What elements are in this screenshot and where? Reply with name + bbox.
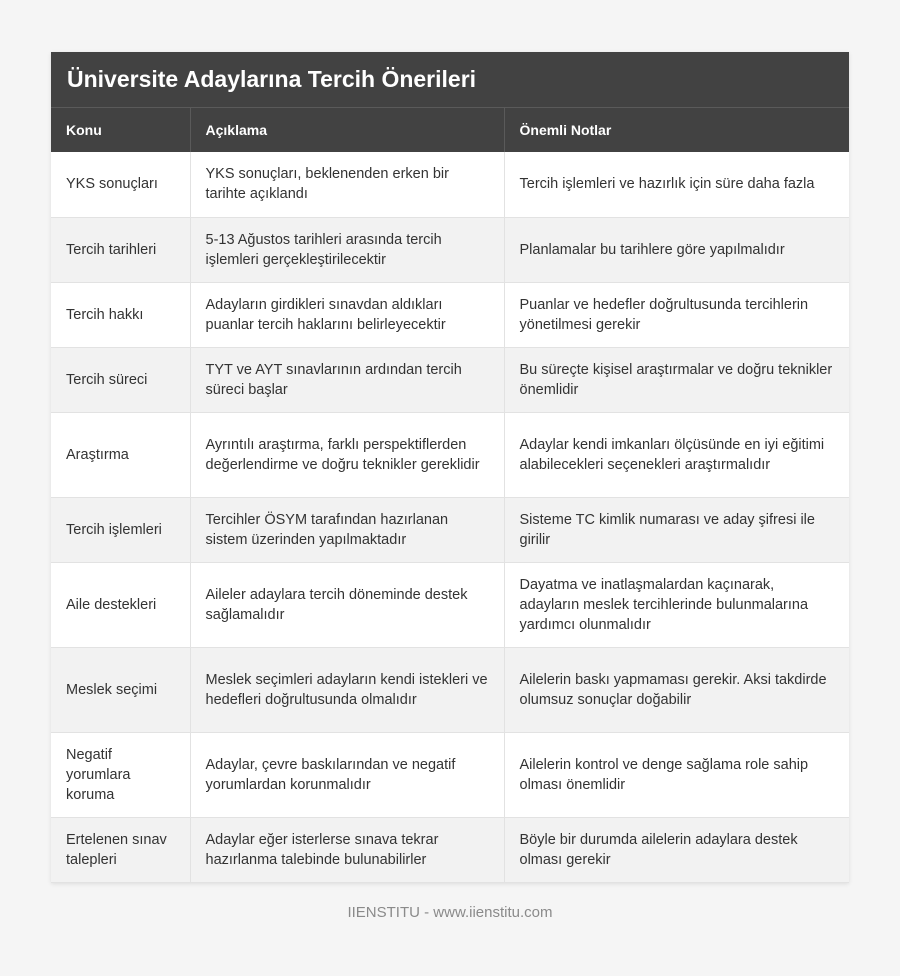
table-row	[51, 217, 849, 282]
topic-cell: Tercih tarihleri	[51, 217, 190, 282]
topic-cell: YKS sonuçları	[51, 152, 190, 217]
notes-cell: Tercih işlemleri ve hazırlık için süre daha fazla	[504, 152, 849, 217]
table-row	[51, 732, 849, 817]
description-cell: Tercihler ÖSYM tarafından hazırlanan sistem üzerinden yapılmaktadır	[190, 497, 504, 562]
table-row	[51, 562, 849, 647]
header-row	[51, 108, 849, 152]
table-row	[51, 282, 849, 347]
description-cell: YKS sonuçları, beklenenden erken bir tarihte açıklandı	[190, 152, 504, 217]
description-cell: Meslek seçimleri adayların kendi istekleri ve hedefleri doğrultusunda olmalıdır	[190, 647, 504, 732]
topic-cell: Negatif yorumlara koruma	[51, 732, 190, 817]
description-cell: Aileler adaylara tercih döneminde destek sağlamalıdır	[190, 562, 504, 647]
topic-cell: Tercih hakkı	[51, 282, 190, 347]
footer-credit: IIENSTITU - www.iienstitu.com	[347, 904, 553, 921]
notes-cell: Adaylar kendi imkanları ölçüsünde en iyi eğitimi alabilecekleri seçenekleri araştırmalıdır	[504, 412, 849, 497]
table-card	[51, 52, 849, 883]
recommendations-table	[51, 108, 849, 883]
column-header-aciklama: Açıklama	[190, 108, 504, 152]
table-row	[51, 412, 849, 497]
table-row	[51, 347, 849, 412]
table-row	[51, 497, 849, 562]
table-row	[51, 817, 849, 882]
notes-cell: Bu süreçte kişisel araştırmalar ve doğru teknikler önemlidir	[504, 347, 849, 412]
topic-cell: Meslek seçimi	[51, 647, 190, 732]
notes-cell: Ailelerin kontrol ve denge sağlama role sahip olması önemlidir	[504, 732, 849, 817]
topic-cell: Aile destekleri	[51, 562, 190, 647]
description-cell: Ayrıntılı araştırma, farklı perspektiflerden değerlendirme ve doğru teknikler gereklidir	[190, 412, 504, 497]
description-cell: Adaylar eğer isterlerse sınava tekrar hazırlanma talebinde bulunabilirler	[190, 817, 504, 882]
notes-cell: Dayatma ve inatlaşmalardan kaçınarak, adayların meslek tercihlerinde bulunmalarına yardımcı olunmalıdır	[504, 562, 849, 647]
description-cell: TYT ve AYT sınavlarının ardından tercih süreci başlar	[190, 347, 504, 412]
table-row	[51, 152, 849, 217]
topic-cell: Tercih işlemleri	[51, 497, 190, 562]
description-cell: 5-13 Ağustos tarihleri arasında tercih işlemleri gerçekleştirilecektir	[190, 217, 504, 282]
column-header-konu: Konu	[51, 108, 190, 152]
notes-cell: Planlamalar bu tarihlere göre yapılmalıdır	[504, 217, 849, 282]
description-cell: Adaylar, çevre baskılarından ve negatif yorumlardan korunmalıdır	[190, 732, 504, 817]
table-row	[51, 647, 849, 732]
topic-cell: Tercih süreci	[51, 347, 190, 412]
table-title: Üniversite Adaylarına Tercih Önerileri	[51, 52, 849, 108]
column-header-notlar: Önemli Notlar	[504, 108, 849, 152]
topic-cell: Ertelenen sınav talepleri	[51, 817, 190, 882]
topic-cell: Araştırma	[51, 412, 190, 497]
description-cell: Adayların girdikleri sınavdan aldıkları puanlar tercih haklarını belirleyecektir	[190, 282, 504, 347]
notes-cell: Sisteme TC kimlik numarası ve aday şifresi ile girilir	[504, 497, 849, 562]
notes-cell: Ailelerin baskı yapmaması gerekir. Aksi takdirde olumsuz sonuçlar doğabilir	[504, 647, 849, 732]
notes-cell: Puanlar ve hedefler doğrultusunda tercihlerin yönetilmesi gerekir	[504, 282, 849, 347]
notes-cell: Böyle bir durumda ailelerin adaylara destek olması gerekir	[504, 817, 849, 882]
